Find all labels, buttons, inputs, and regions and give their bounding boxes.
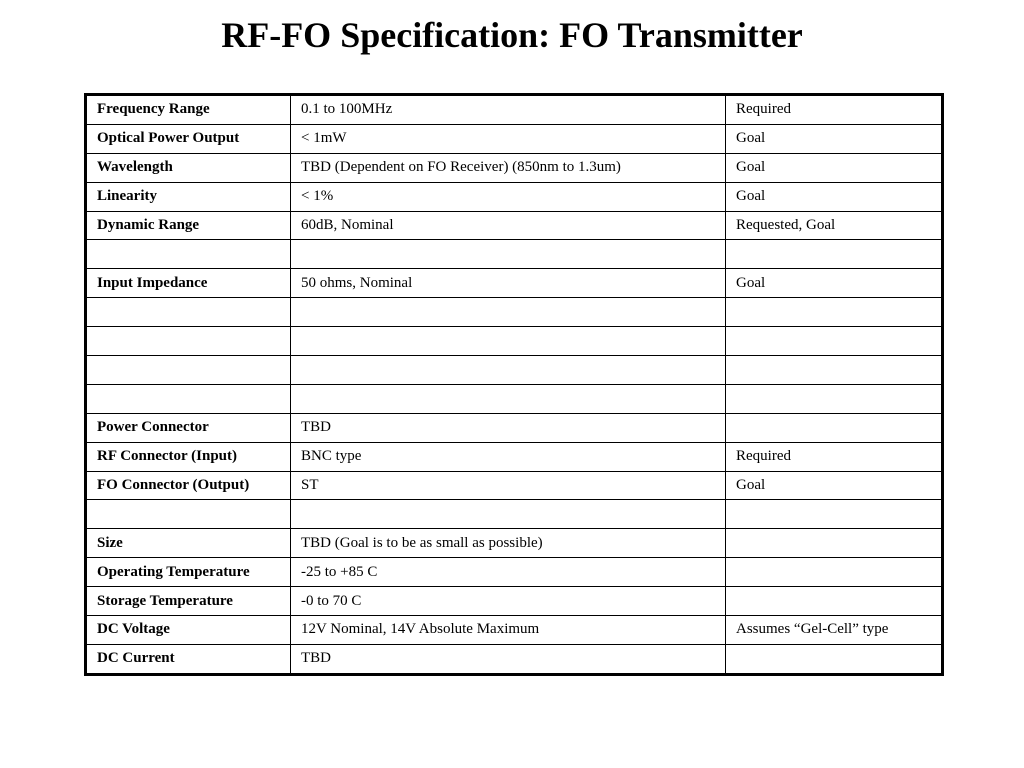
value-cell: TBD [291, 413, 726, 442]
table-row [86, 269, 943, 298]
table-row [86, 500, 943, 529]
value-cell: 50 ohms, Nominal [291, 269, 726, 298]
spec-table [84, 93, 944, 676]
parameter-cell: Power Connector [86, 413, 291, 442]
value-cell: -0 to 70 C [291, 587, 726, 616]
status-cell [726, 384, 943, 413]
table-row [86, 587, 943, 616]
value-cell [291, 298, 726, 327]
table-row [86, 442, 943, 471]
status-cell [726, 529, 943, 558]
status-cell: Goal [726, 124, 943, 153]
value-cell: TBD [291, 644, 726, 674]
status-cell [726, 240, 943, 269]
parameter-cell [86, 240, 291, 269]
table-row [86, 124, 943, 153]
parameter-cell: Input Impedance [86, 269, 291, 298]
spec-table-body [86, 95, 943, 675]
status-cell: Requested, Goal [726, 211, 943, 240]
table-row [86, 616, 943, 645]
status-cell: Required [726, 95, 943, 125]
table-row [86, 529, 943, 558]
parameter-cell: DC Current [86, 644, 291, 674]
status-cell [726, 298, 943, 327]
status-cell [726, 558, 943, 587]
parameter-cell: Frequency Range [86, 95, 291, 125]
parameter-cell: RF Connector (Input) [86, 442, 291, 471]
parameter-cell: Operating Temperature [86, 558, 291, 587]
table-row [86, 95, 943, 125]
parameter-cell [86, 500, 291, 529]
table-row [86, 211, 943, 240]
status-cell: Goal [726, 471, 943, 500]
parameter-cell: Optical Power Output [86, 124, 291, 153]
value-cell: TBD (Dependent on FO Receiver) (850nm to 1.3um) [291, 153, 726, 182]
status-cell: Goal [726, 182, 943, 211]
status-cell [726, 327, 943, 356]
value-cell: < 1% [291, 182, 726, 211]
page-title: RF-FO Specification: FO Transmitter [221, 15, 803, 55]
value-cell: 60dB, Nominal [291, 211, 726, 240]
table-row [86, 413, 943, 442]
status-cell [726, 413, 943, 442]
value-cell: BNC type [291, 442, 726, 471]
parameter-cell: Linearity [86, 182, 291, 211]
value-cell [291, 327, 726, 356]
value-cell [291, 384, 726, 413]
status-cell: Assumes “Gel-Cell” type [726, 616, 943, 645]
status-cell [726, 500, 943, 529]
parameter-cell: FO Connector (Output) [86, 471, 291, 500]
value-cell [291, 240, 726, 269]
value-cell: TBD (Goal is to be as small as possible) [291, 529, 726, 558]
value-cell [291, 500, 726, 529]
parameter-cell: DC Voltage [86, 616, 291, 645]
table-row [86, 327, 943, 356]
parameter-cell [86, 327, 291, 356]
status-cell: Goal [726, 153, 943, 182]
status-cell [726, 587, 943, 616]
table-row [86, 182, 943, 211]
table-row [86, 558, 943, 587]
value-cell: < 1mW [291, 124, 726, 153]
status-cell [726, 356, 943, 385]
value-cell: ST [291, 471, 726, 500]
parameter-cell [86, 356, 291, 385]
table-row [86, 298, 943, 327]
status-cell: Goal [726, 269, 943, 298]
parameter-cell: Wavelength [86, 153, 291, 182]
value-cell [291, 356, 726, 385]
table-row [86, 356, 943, 385]
parameter-cell [86, 384, 291, 413]
table-row [86, 471, 943, 500]
table-row [86, 240, 943, 269]
table-row [86, 153, 943, 182]
table-row [86, 384, 943, 413]
parameter-cell: Size [86, 529, 291, 558]
status-cell: Required [726, 442, 943, 471]
parameter-cell [86, 298, 291, 327]
table-row [86, 644, 943, 674]
value-cell: 12V Nominal, 14V Absolute Maximum [291, 616, 726, 645]
status-cell [726, 644, 943, 674]
value-cell: 0.1 to 100MHz [291, 95, 726, 125]
parameter-cell: Dynamic Range [86, 211, 291, 240]
parameter-cell: Storage Temperature [86, 587, 291, 616]
value-cell: -25 to +85 C [291, 558, 726, 587]
